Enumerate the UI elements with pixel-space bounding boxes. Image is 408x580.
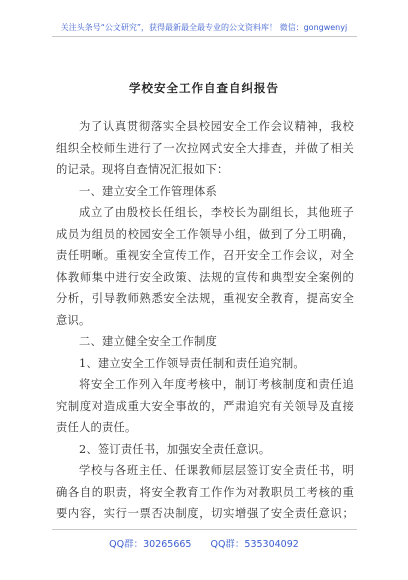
paragraph-line: 分析，引导教师熟悉安全法规，重视安全教育，提高安全 (56, 292, 354, 305)
paragraph-line: 成立了由殷校长任组长，李校长为副组长，其他班子 (79, 206, 354, 219)
paragraph-line: 成员为组员的校园安全工作领导小组，做到了分工明确， (56, 227, 354, 241)
paragraph-line: 体教师集中进行安全政策、法规的宣传和典型安全案例的 (56, 270, 354, 284)
page-header: 关注头条号“公文研究”，获得最新最全最专业的公文资料库！ 微信：gongwenyj (60, 23, 348, 32)
paragraph-line: 一、建立安全工作管理体系 (79, 184, 217, 198)
footer-divider (52, 529, 357, 530)
paragraph-line: 学校与各班主任、任课教师层层签订安全责任书，明 (79, 464, 354, 477)
paragraph-line: 意识。 (56, 313, 91, 327)
paragraph-line: 2、签订责任书，加强安全责任意识。 (79, 442, 271, 456)
paragraph-line: 二、建立健全安全工作制度 (79, 335, 217, 348)
paragraph-line: 确各自的职责，将安全教育工作作为对教职员工考核的重 (56, 485, 354, 499)
paragraph-line: 要内容，实行一票否决制度，切实增强了安全责任意识； (56, 507, 354, 520)
header-divider (52, 36, 357, 37)
paragraph-line: 1、建立安全工作领导责任制和责任追究制。 (79, 356, 305, 370)
paragraph-line: 将安全工作列入年度考核中，制订考核制度和责任追 (79, 378, 354, 391)
document-title: 学校安全工作自查自纠报告 (129, 81, 279, 95)
paragraph-line: 的记录。现将自查情况汇报如下： (56, 163, 229, 176)
page-footer: QQ群：30265665 QQ群：535304092 (109, 539, 299, 550)
paragraph-line: 责任人的责任。 (56, 421, 137, 434)
document-body (56, 116, 354, 525)
paragraph-line: 责任明晰。重视安全宣传工作，召开安全工作会议，对全 (56, 249, 354, 262)
paragraph-line: 组织全校师生进行了一次拉网式安全大排查，并做了相关 (56, 141, 354, 155)
paragraph-line: 究制度对造成重大安全事故的，严肃追究有关领导及直接 (56, 399, 354, 413)
paragraph-line: 为了认真贯彻落实全县校园安全工作会议精神，我校 (79, 120, 354, 133)
